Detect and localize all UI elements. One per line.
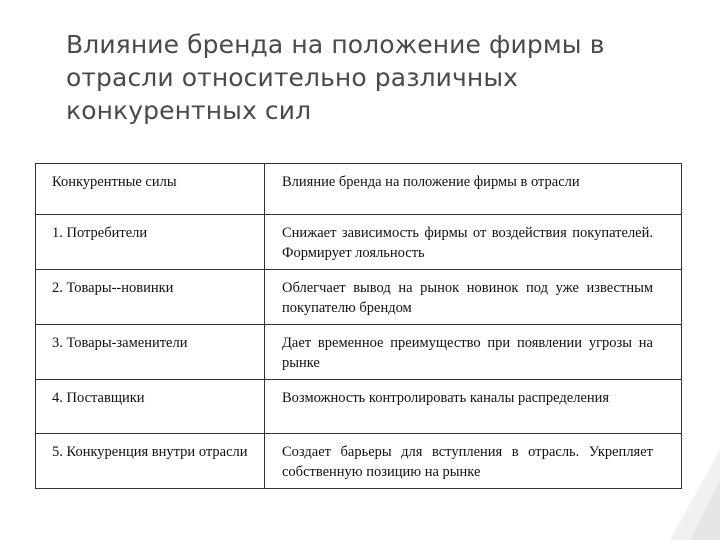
influence-text: Возможность контролировать каналы распределения bbox=[282, 390, 610, 406]
table-row bbox=[36, 270, 682, 325]
force-cell: 3. Товары-заменители bbox=[36, 325, 265, 380]
table-header-row bbox=[36, 164, 682, 215]
influence-cell bbox=[265, 325, 682, 380]
influence-text: Облегчает вывод на рынок новинок под уже известным покупателю брендом bbox=[282, 280, 653, 316]
force-cell: 5. Конкуренция внутри отрасли bbox=[36, 434, 265, 489]
influence-text: Снижает зависимость фирмы от воздействия покупателей. Формирует лояльность bbox=[282, 225, 653, 261]
header-brand-influence-text: Влияние бренда на положение фирмы в отрасли bbox=[282, 174, 580, 190]
force-cell: 2. Товары--новинки bbox=[36, 270, 265, 325]
header-brand-influence bbox=[265, 164, 682, 215]
table-row bbox=[36, 434, 682, 489]
slide-title: Влияние бренда на положение фирмы в отрасли относительно различных конкурентных сил bbox=[66, 30, 605, 125]
influence-cell bbox=[265, 380, 682, 434]
table-row bbox=[36, 215, 682, 270]
table-row bbox=[36, 380, 682, 434]
influence-text: Создает барьеры для вступления в отрасль. Укрепляет собственную позицию на рынке bbox=[282, 444, 653, 480]
influence-text: Дает временное преимущество при появлении угрозы на рынке bbox=[282, 335, 653, 371]
influence-cell bbox=[265, 270, 682, 325]
force-cell: 4. Поставщики bbox=[36, 380, 265, 434]
table-row bbox=[36, 325, 682, 380]
force-cell: 1. Потребители bbox=[36, 215, 265, 270]
influence-cell bbox=[265, 215, 682, 270]
competitive-forces-table bbox=[35, 163, 682, 489]
header-competitive-forces: Конкурентные силы bbox=[36, 164, 265, 215]
influence-cell bbox=[265, 434, 682, 489]
